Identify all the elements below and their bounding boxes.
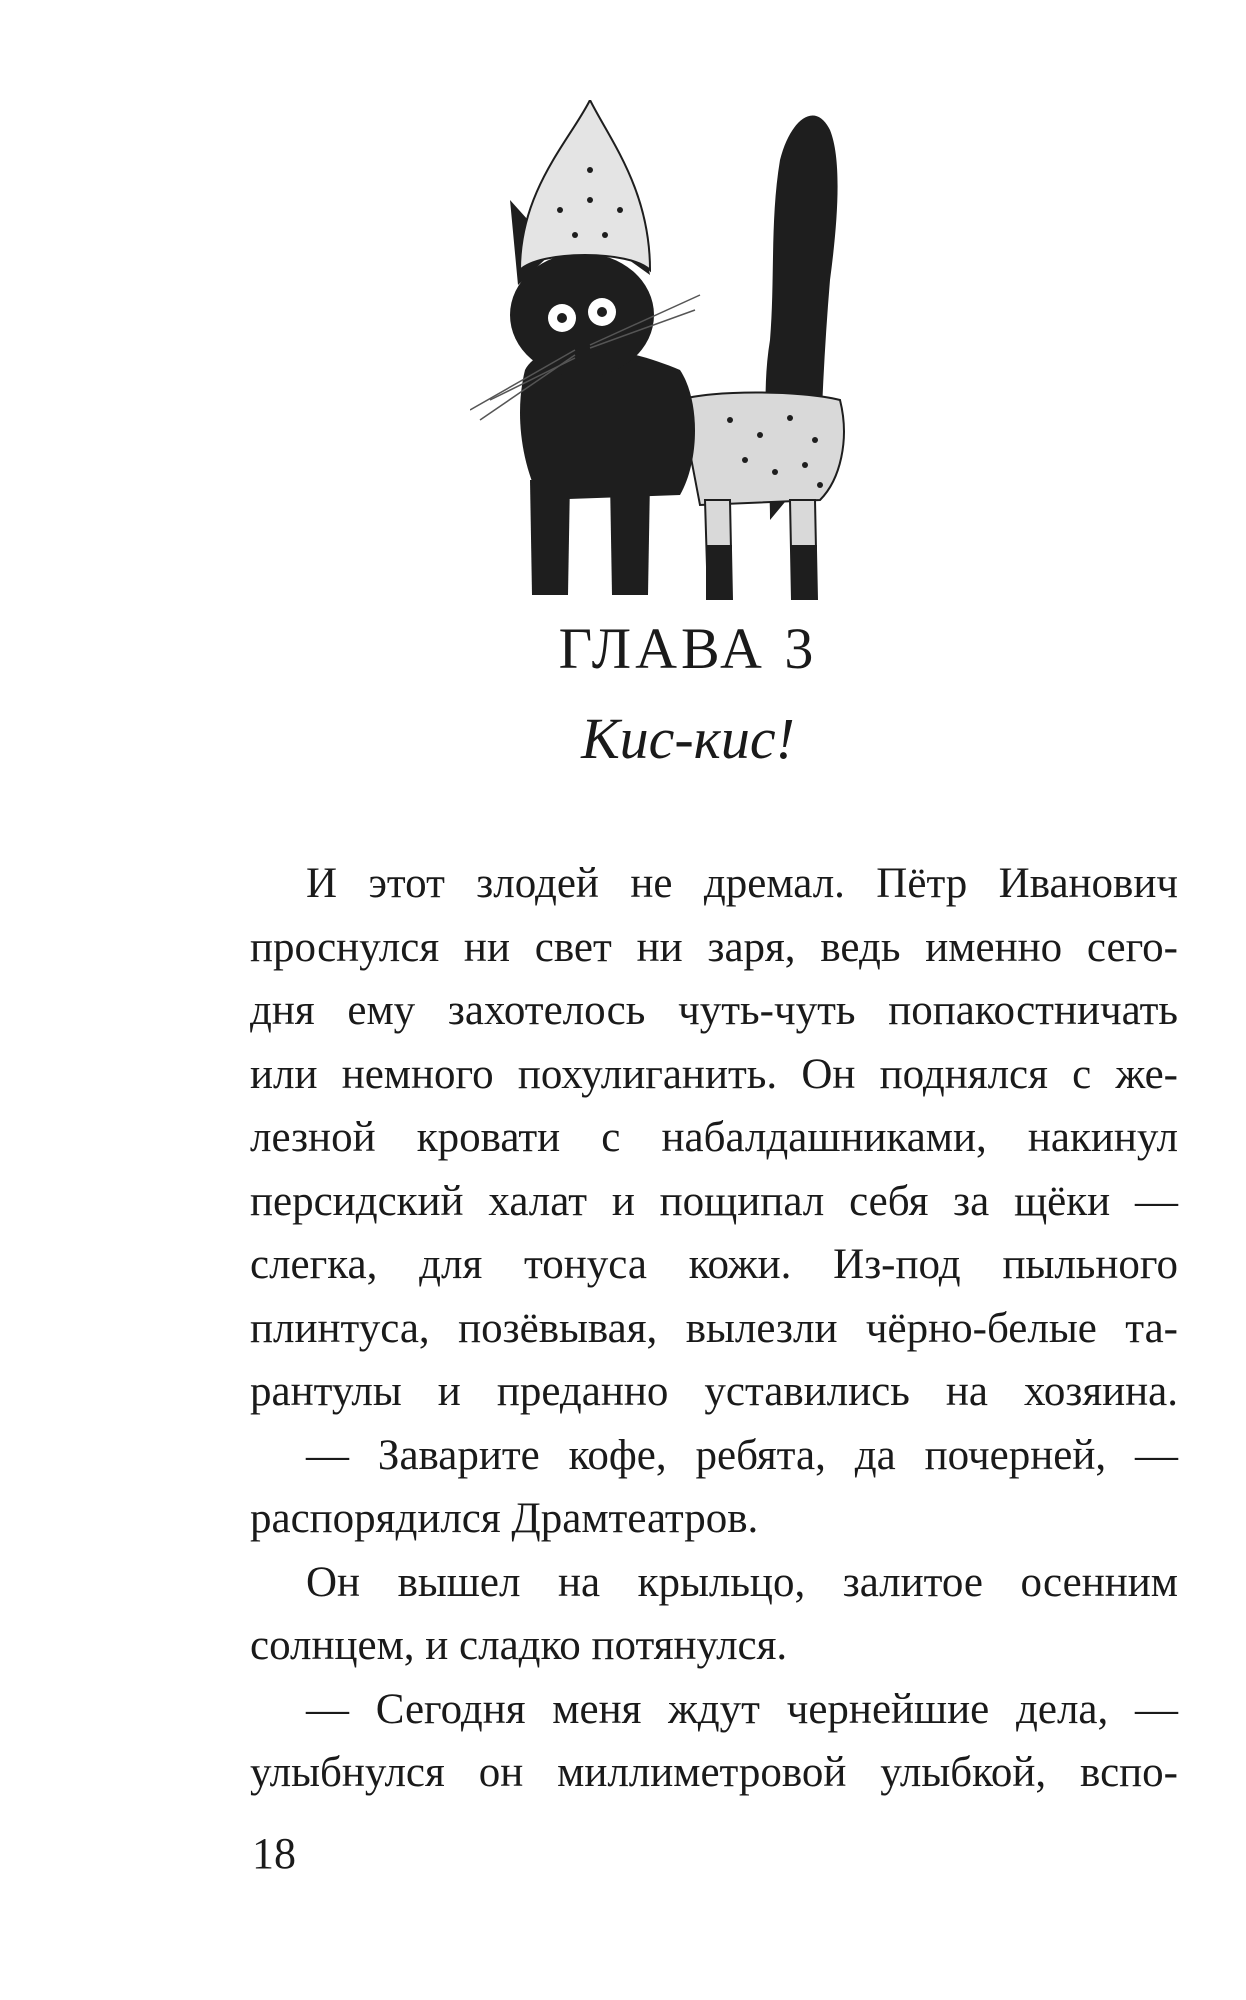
paragraph — [250, 1678, 1178, 1805]
text-line: рантулы и преданно уставились на хозяина. — [250, 1368, 1178, 1415]
paragraph — [250, 1551, 1178, 1678]
cat-with-crown-icon — [470, 100, 890, 600]
chapter-title: Кис-кис! — [581, 706, 795, 771]
text-line: лезной кровати с набалдашниками, накинул — [250, 1114, 1178, 1161]
text-line: распорядился Драмтеатров. — [250, 1495, 759, 1542]
text-line: улыбнулся он миллиметровой улыбкой, вспо- — [250, 1749, 1178, 1796]
text-line: солнцем, и сладко потянулся. — [250, 1622, 788, 1669]
chapter-label: ГЛАВА 3 — [558, 616, 818, 681]
text-line: Он вышел на крыльцо, залитое осенним — [306, 1558, 1178, 1606]
text-line: персидский халат и пощипал себя за щёки — — [250, 1177, 1178, 1225]
text-line: слегка, для тонуса кожи. Из-под пыльного — [250, 1241, 1178, 1288]
body-text — [250, 852, 1178, 1805]
text-line: или немного похулиганить. Он поднялся с же- — [250, 1050, 1178, 1098]
text-line: И этот злодей не дремал. Пётр Иванович — [306, 860, 1178, 907]
paragraph — [250, 1424, 1178, 1551]
page-number: 18 — [252, 1829, 296, 1878]
text-line: — Сегодня меня ждут чернейшие дела, — — [306, 1685, 1178, 1733]
text-line: — Заварите кофе, ребята, да почерней, — — [306, 1431, 1178, 1479]
text-line: плинтуса, позёвывая, вылезли чёрно-белые та- — [250, 1304, 1178, 1352]
text-line: проснулся ни свет ни заря, ведь именно сего- — [250, 923, 1178, 971]
text-line: дня ему захотелось чуть-чуть попакостничать — [250, 987, 1178, 1034]
paragraph — [250, 852, 1178, 1424]
cat-illustration — [470, 100, 890, 600]
